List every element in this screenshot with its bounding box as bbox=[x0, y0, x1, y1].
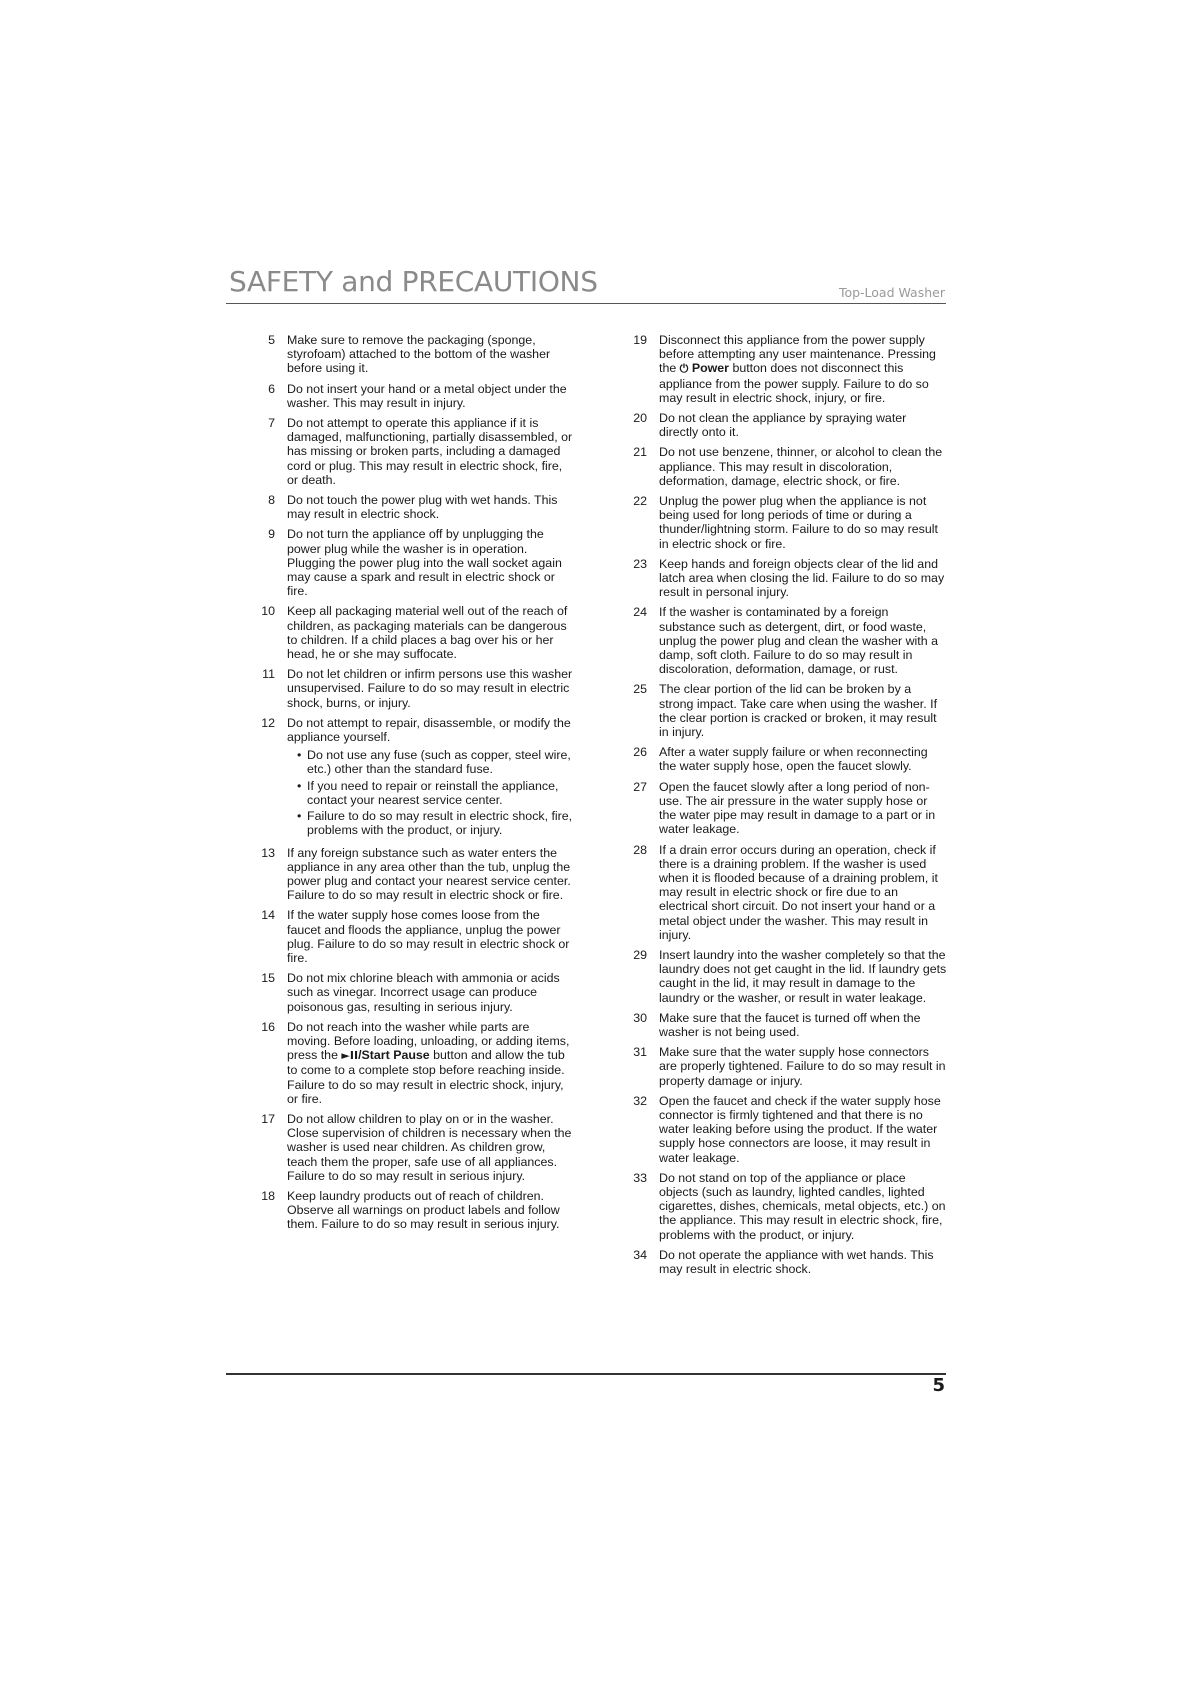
list-item bbox=[254, 527, 574, 598]
list-item bbox=[254, 493, 574, 521]
item-text: Do not reach into the washer while parts are moving. Before loading, unloading, or adding items, press the bbox=[287, 1019, 570, 1063]
item-number: 33 bbox=[633, 1170, 647, 1185]
item-text: If the washer is contaminated by a foreign substance such as detergent, dirt, or food waste, unplug the power plug and clean the washer with a damp, soft cloth. Failure to do so may result in discoloration, deformation, damage, or rust. bbox=[659, 605, 938, 677]
right-column bbox=[626, 333, 948, 1282]
list-item bbox=[626, 333, 948, 405]
item-text: If a drain error occurs during an operation, check if there is a draining problem. If the washer is used when it is flooded because of a draining problem, it may result in electric shock or fire due to an electrical short circuit. Do not insert your hand or a metal object under the washer. This may result in injury. bbox=[659, 842, 938, 942]
item-number: 34 bbox=[633, 1247, 647, 1262]
list-item bbox=[254, 971, 574, 1014]
power-label: Power bbox=[688, 361, 730, 376]
item-number: 25 bbox=[633, 682, 647, 697]
power-icon: ⏻ bbox=[679, 362, 689, 376]
item-number: 22 bbox=[633, 494, 647, 509]
item-body bbox=[287, 1020, 574, 1106]
item-number: 14 bbox=[261, 908, 275, 923]
list-item bbox=[254, 604, 574, 661]
bullet-icon: • bbox=[297, 778, 302, 793]
list-item bbox=[254, 1112, 574, 1183]
item-number: 30 bbox=[633, 1010, 647, 1025]
item-number: 7 bbox=[268, 416, 275, 431]
page-number: 5 bbox=[932, 1375, 945, 1396]
item-number: 10 bbox=[261, 604, 275, 619]
item-text: button does not disconnect this appliance from the power supply. Failure to do so may result in electric shock, injury, or fire. bbox=[659, 361, 929, 405]
item-number: 27 bbox=[633, 779, 647, 794]
list-item bbox=[626, 682, 948, 739]
item-number: 20 bbox=[633, 411, 647, 426]
item-number: 5 bbox=[268, 333, 275, 347]
item-text: Do not let children or infirm persons use this washer unsupervised. Failure to do so may result in electric shock, burns, or injury. bbox=[287, 667, 573, 710]
item-number: 24 bbox=[633, 605, 647, 620]
item-text: Insert laundry into the washer completely so that the laundry does not get caught in the lid. If laundry gets caught in the lid, it may result in damage to the laundry or the washer, or result in water leakage. bbox=[659, 947, 947, 1005]
item-text: Unplug the power plug when the appliance is not being used for long periods of time or during a thunder/lightning storm. Failure to do so may result in electric shock or fire. bbox=[659, 494, 938, 551]
item-number: 15 bbox=[261, 971, 275, 986]
left-column bbox=[254, 333, 574, 1238]
item-body bbox=[287, 716, 574, 840]
item-text: Do not stand on top of the appliance or place objects (such as laundry, lighted candles, lighted cigarettes, dishes, chemicals, metal objects, etc.) on the appliance. This may result in electric shock, fire, problems with the product, or injury. bbox=[659, 1170, 946, 1242]
item-text: Do not allow children to play on or in the washer. Close supervision of children is necessary when the washer is used near children. As children grow, teach them the proper, safe use of all appliances. Failure to do so may result in serious injury. bbox=[287, 1111, 572, 1183]
item-text: Keep hands and foreign objects clear of the lid and latch area when closing the lid. Failure to do so may result in personal injury. bbox=[659, 556, 945, 600]
item-text: Do not clean the appliance by spraying water directly onto it. bbox=[659, 411, 907, 440]
list-item bbox=[254, 1020, 574, 1106]
item-number: 23 bbox=[633, 556, 647, 571]
bullet-icon: • bbox=[297, 809, 302, 824]
item-text: Disconnect this appliance from the power supply before attempting any user maintenance. Pressing the bbox=[659, 333, 936, 376]
item-number: 18 bbox=[261, 1188, 275, 1203]
item-text: button and allow the tub to come to a complete stop before reaching inside. Failure to do so may result in electric shock, injury, or fire. bbox=[287, 1048, 565, 1106]
list-item bbox=[254, 382, 574, 410]
list-item bbox=[626, 445, 948, 488]
item-text: If any foreign substance such as water enters the appliance in any area other than the tub, unplug the power plug and contact your nearest service center. Failure to do so may result in electric shock or fire. bbox=[287, 845, 571, 903]
item-text: Open the faucet slowly after a long period of non-use. The air pressure in the water supply hose or the water pipe may result in damage to a part or in water leakage. bbox=[659, 779, 936, 837]
item-text: Do not mix chlorine bleach with ammonia or acids such as vinegar. Incorrect usage can produce poisonous gas, resulting in serious injury. bbox=[287, 971, 560, 1014]
item-text: Make sure that the faucet is turned off when the washer is not being used. bbox=[659, 1010, 921, 1039]
item-number: 13 bbox=[261, 845, 275, 860]
sub-bullet bbox=[297, 779, 574, 807]
list-item bbox=[626, 948, 948, 1005]
list-item bbox=[254, 1189, 574, 1232]
list-item bbox=[254, 716, 574, 840]
item-text: Do not attempt to repair, disassemble, or modify the appliance yourself. bbox=[287, 715, 571, 745]
list-item bbox=[626, 1171, 948, 1242]
list-item bbox=[626, 843, 948, 942]
header-divider bbox=[226, 303, 946, 304]
list-item bbox=[626, 780, 948, 837]
sub-bullet-text: Do not use any fuse (such as copper, steel wire, etc.) other than the standard fuse. bbox=[307, 748, 571, 777]
item-text: Open the faucet and check if the water supply hose connector is firmly tightened and that there is no water leaking before using the product. If the water supply hose connectors are loose, it may result in water leakage. bbox=[659, 1093, 941, 1165]
list-item bbox=[626, 557, 948, 600]
item-text: If the water supply hose comes loose from the faucet and floods the appliance, unplug the power plug. Failure to do so may result in electric shock or fire. bbox=[287, 908, 570, 965]
item-text: Do not touch the power plug with wet hands. This may result in electric shock. bbox=[287, 493, 558, 522]
list-item bbox=[254, 416, 574, 487]
list-item bbox=[626, 1248, 948, 1276]
item-text: Do not operate the appliance with wet hands. This may result in electric shock. bbox=[659, 1247, 934, 1276]
footer-divider bbox=[226, 1373, 946, 1375]
item-number: 21 bbox=[633, 445, 647, 460]
sub-bullet bbox=[297, 748, 574, 776]
item-text: Make sure to remove the packaging (sponge, styrofoam) attached to the bottom of the washer before using it. bbox=[287, 333, 551, 376]
page-title: SAFETY and PRECAUTIONS bbox=[229, 265, 598, 298]
list-item bbox=[626, 411, 948, 439]
page-subtitle: Top-Load Washer bbox=[838, 285, 945, 300]
sub-bullet bbox=[297, 809, 574, 837]
item-text: Keep all packaging material well out of the reach of children, as packaging materials can be dangerous to children. If a child places a bag over his or her head, he or she may suffocate. bbox=[287, 604, 568, 662]
list-item bbox=[626, 1094, 948, 1165]
sub-bullet-text: Failure to do so may result in electric shock, fire, problems with the product, or injury. bbox=[307, 809, 573, 838]
list-item bbox=[254, 667, 574, 710]
item-number: 9 bbox=[268, 527, 275, 542]
item-number: 17 bbox=[261, 1111, 275, 1126]
item-number: 32 bbox=[633, 1093, 647, 1108]
item-text: Keep laundry products out of reach of children. Observe all warnings on product labels and follow them. Failure to do so may result in serious injury. bbox=[287, 1188, 560, 1232]
item-number: 11 bbox=[262, 667, 275, 682]
item-text: After a water supply failure or when reconnecting the water supply hose, open the faucet slowly. bbox=[659, 745, 928, 774]
item-text: Do not insert your hand or a metal object under the washer. This may result in injury. bbox=[287, 381, 567, 410]
item-text: Do not turn the appliance off by unplugging the power plug while the washer is in operation. Plugging the power plug into the wall socket again may cause a spark and result in electric shock or fire. bbox=[287, 527, 562, 599]
item-text: Do not attempt to operate this appliance if it is damaged, malfunctioning, partially disassembled, or has missing or broken parts, including a damaged cord or plug. This may result in electric shock, fire, or death. bbox=[287, 416, 573, 487]
sub-bullet-list bbox=[287, 748, 574, 837]
sub-bullet-text: If you need to repair or reinstall the appliance, contact your nearest service center. bbox=[307, 778, 559, 807]
list-item bbox=[626, 494, 948, 551]
start-pause-label: /Start Pause bbox=[358, 1048, 430, 1063]
item-number: 16 bbox=[261, 1019, 275, 1034]
play-pause-icon: ►II bbox=[341, 1049, 359, 1063]
item-number: 31 bbox=[633, 1045, 647, 1060]
list-item bbox=[254, 908, 574, 965]
item-number: 12 bbox=[261, 715, 275, 730]
list-item bbox=[626, 605, 948, 676]
item-body bbox=[659, 333, 948, 405]
item-number: 28 bbox=[633, 842, 647, 857]
item-number: 26 bbox=[633, 745, 647, 760]
item-text: Do not use benzene, thinner, or alcohol to clean the appliance. This may result in discoloration, deformation, damage, electric shock, or fire. bbox=[659, 445, 943, 488]
bullet-icon: • bbox=[297, 748, 302, 763]
item-text: Make sure that the water supply hose connectors are properly tightened. Failure to do so may result in property damage or injury. bbox=[659, 1045, 946, 1088]
list-item bbox=[254, 846, 574, 903]
list-item bbox=[626, 745, 948, 773]
list-item bbox=[626, 1011, 948, 1039]
item-number: 19 bbox=[633, 333, 647, 347]
item-number: 8 bbox=[268, 493, 275, 508]
item-text: The clear portion of the lid can be broken by a strong impact. Take care when using the washer. If the clear portion is cracked or broken, it may result in injury. bbox=[659, 682, 938, 740]
item-number: 6 bbox=[268, 381, 275, 396]
list-item bbox=[626, 1045, 948, 1088]
item-number: 29 bbox=[633, 947, 647, 962]
list-item bbox=[254, 333, 574, 376]
